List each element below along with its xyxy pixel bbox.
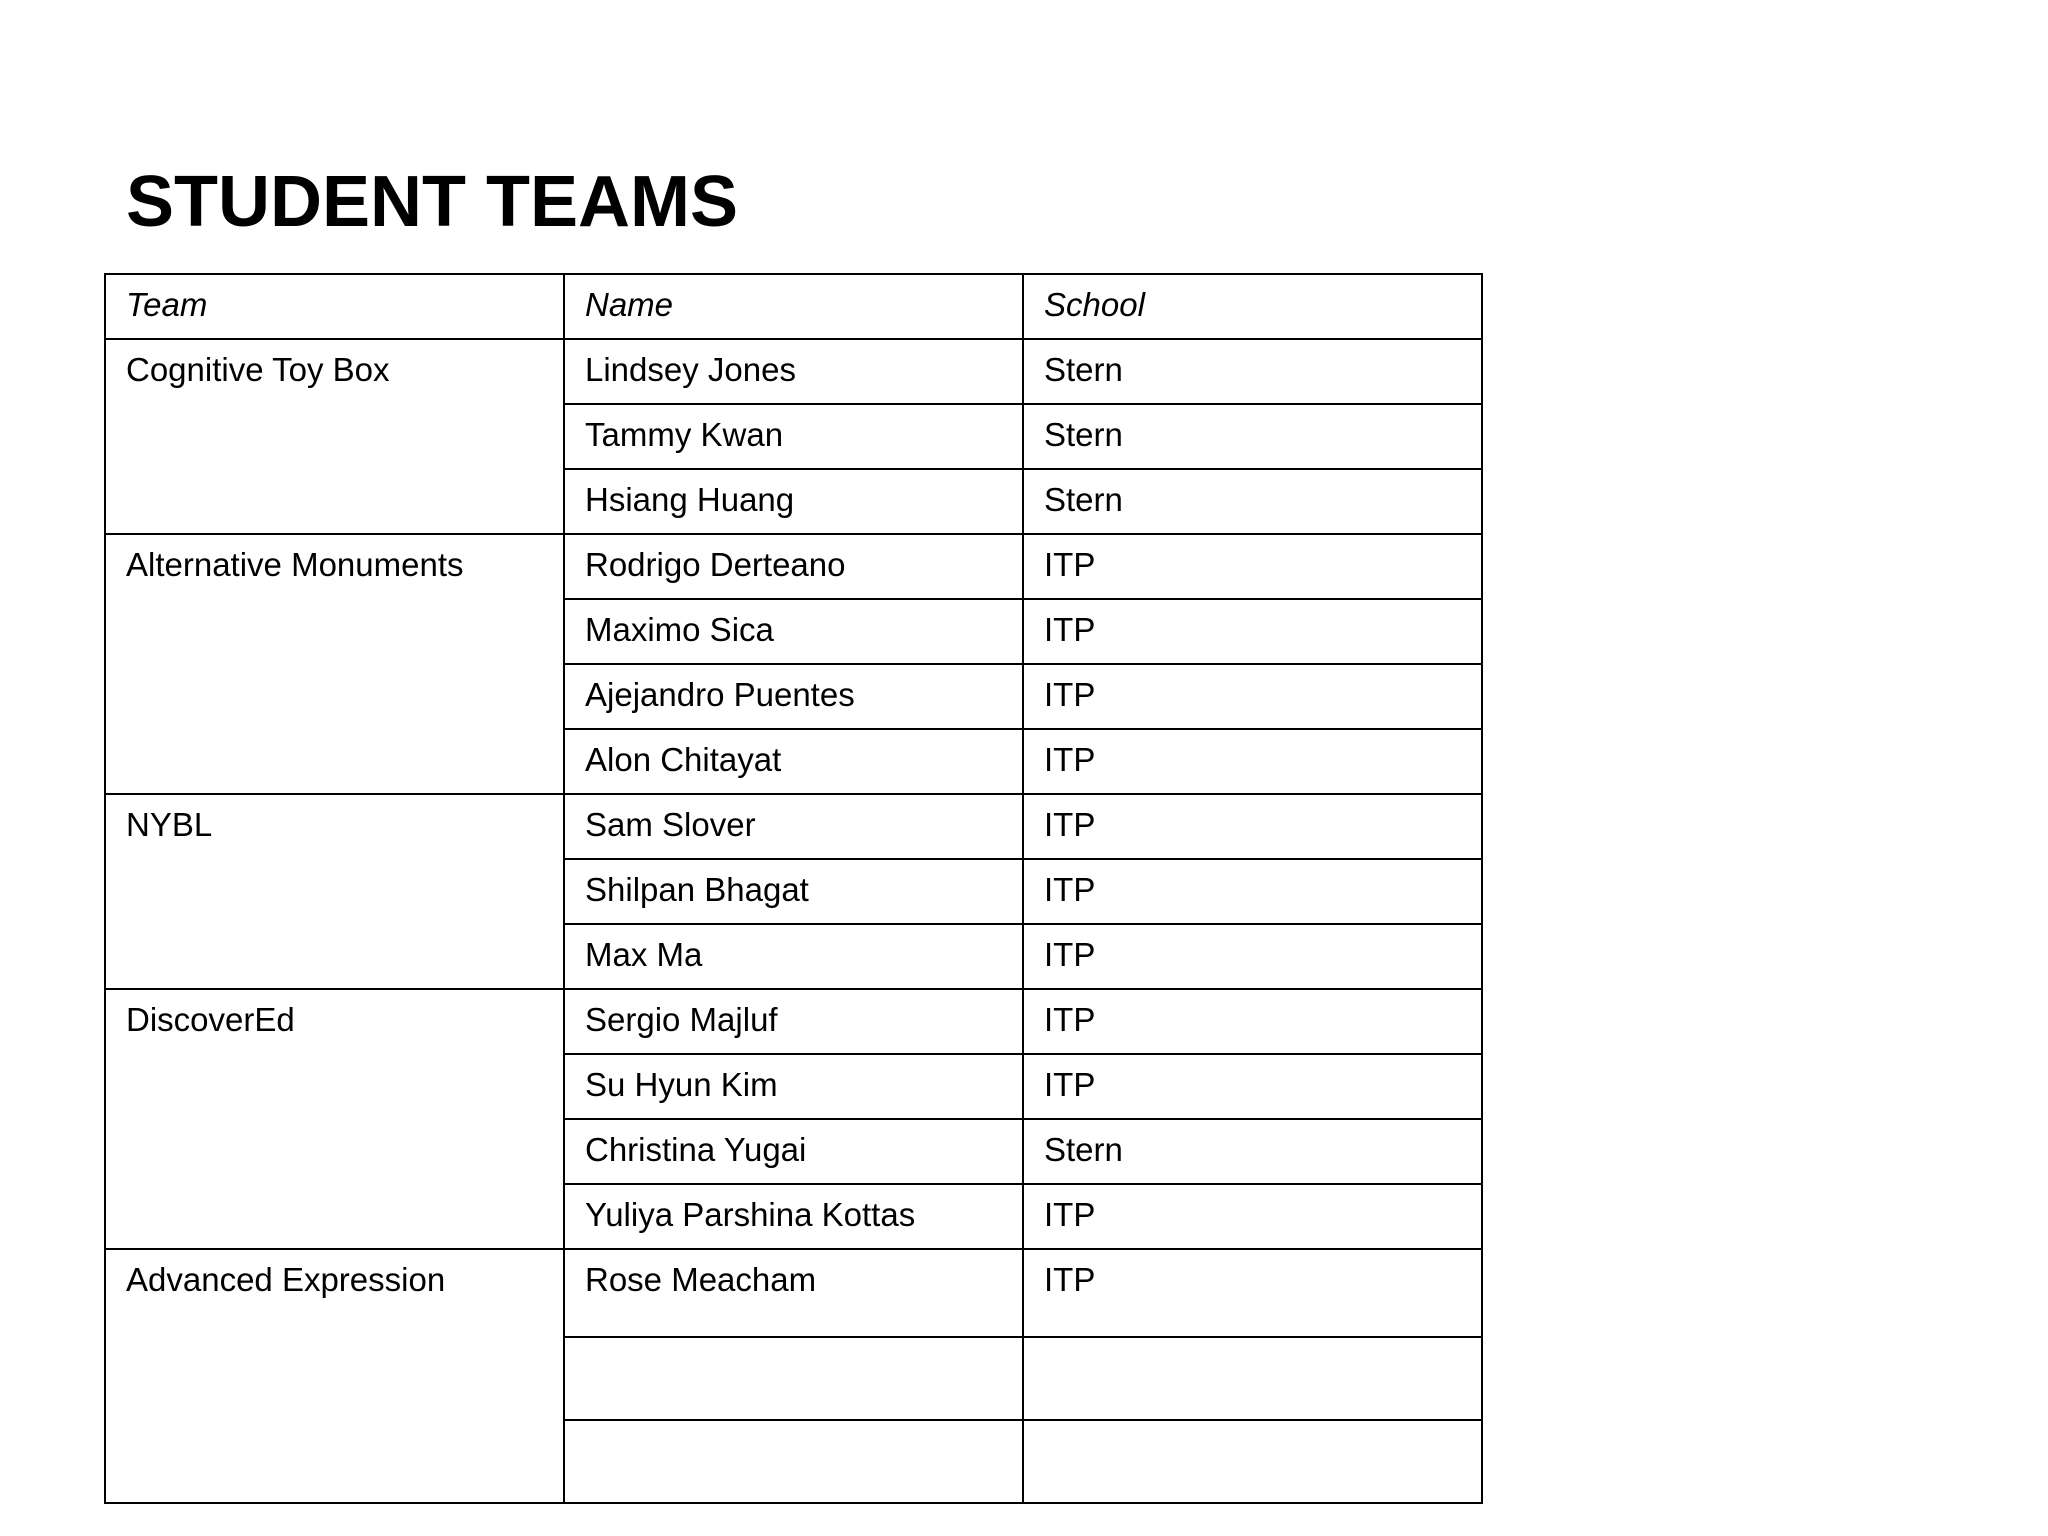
member-school-cell: ITP bbox=[1023, 664, 1482, 729]
table-row bbox=[105, 989, 1482, 1054]
member-school-cell: ITP bbox=[1023, 1054, 1482, 1119]
member-name-cell: Sam Slover bbox=[564, 794, 1023, 859]
member-school-cell: Stern bbox=[1023, 1119, 1482, 1184]
member-school-cell: ITP bbox=[1023, 729, 1482, 794]
member-name-cell: Sergio Majluf bbox=[564, 989, 1023, 1054]
member-name-cell: Yuliya Parshina Kottas bbox=[564, 1184, 1023, 1249]
member-name-cell bbox=[564, 1420, 1023, 1503]
table-row bbox=[105, 339, 1482, 404]
team-cell: Cognitive Toy Box bbox=[105, 339, 564, 534]
column-header-school: School bbox=[1023, 274, 1482, 339]
column-header-name: Name bbox=[564, 274, 1023, 339]
table-row bbox=[105, 534, 1482, 599]
member-name-cell: Lindsey Jones bbox=[564, 339, 1023, 404]
team-cell: NYBL bbox=[105, 794, 564, 989]
student-teams-table bbox=[104, 273, 1483, 1504]
team-cell: Advanced Expression bbox=[105, 1249, 564, 1503]
member-school-cell: ITP bbox=[1023, 534, 1482, 599]
page-title: STUDENT TEAMS bbox=[126, 162, 738, 242]
member-name-cell: Ajejandro Puentes bbox=[564, 664, 1023, 729]
member-name-cell: Rose Meacham bbox=[564, 1249, 1023, 1337]
column-header-team: Team bbox=[105, 274, 564, 339]
member-name-cell: Max Ma bbox=[564, 924, 1023, 989]
member-school-cell: Stern bbox=[1023, 404, 1482, 469]
member-school-cell: Stern bbox=[1023, 469, 1482, 534]
member-name-cell bbox=[564, 1337, 1023, 1420]
table-header-row bbox=[105, 274, 1482, 339]
team-cell: Alternative Monuments bbox=[105, 534, 564, 794]
member-school-cell: Stern bbox=[1023, 339, 1482, 404]
member-school-cell bbox=[1023, 1337, 1482, 1420]
member-school-cell: ITP bbox=[1023, 1184, 1482, 1249]
table-row bbox=[105, 794, 1482, 859]
member-name-cell: Christina Yugai bbox=[564, 1119, 1023, 1184]
member-name-cell: Rodrigo Derteano bbox=[564, 534, 1023, 599]
member-school-cell: ITP bbox=[1023, 794, 1482, 859]
member-school-cell bbox=[1023, 1420, 1482, 1503]
member-school-cell: ITP bbox=[1023, 1249, 1482, 1337]
table-row bbox=[105, 1249, 1482, 1337]
member-name-cell: Tammy Kwan bbox=[564, 404, 1023, 469]
member-school-cell: ITP bbox=[1023, 924, 1482, 989]
member-name-cell: Su Hyun Kim bbox=[564, 1054, 1023, 1119]
member-school-cell: ITP bbox=[1023, 599, 1482, 664]
team-cell: DiscoverEd bbox=[105, 989, 564, 1249]
member-name-cell: Hsiang Huang bbox=[564, 469, 1023, 534]
member-school-cell: ITP bbox=[1023, 859, 1482, 924]
member-name-cell: Shilpan Bhagat bbox=[564, 859, 1023, 924]
member-name-cell: Alon Chitayat bbox=[564, 729, 1023, 794]
member-name-cell: Maximo Sica bbox=[564, 599, 1023, 664]
member-school-cell: ITP bbox=[1023, 989, 1482, 1054]
